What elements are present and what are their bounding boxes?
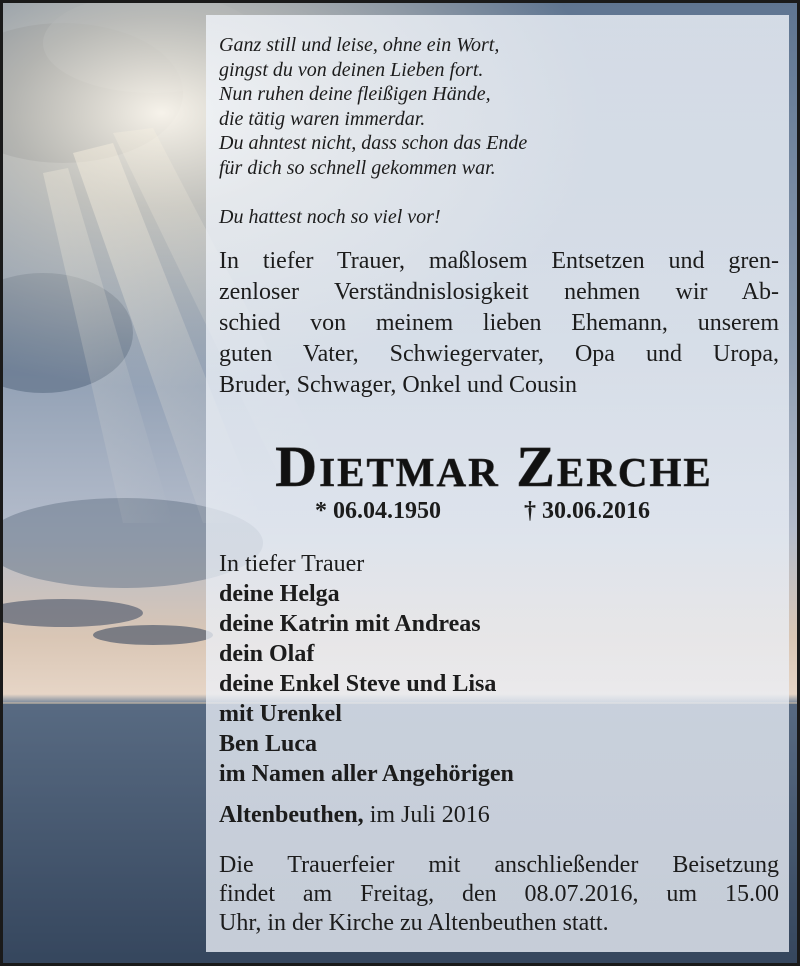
mourner-name: deine Enkel Steve und Lisa: [219, 671, 497, 697]
intro-line: Bruder, Schwager, Onkel und Cousin: [219, 372, 578, 398]
mourners-heading: In tiefer Trauer: [219, 551, 365, 577]
death-date: † 30.06.2016: [524, 498, 650, 524]
intro-line: zenloser Verständnislosigkeit nehmen wir Ab-: [219, 279, 779, 305]
mourner-name: Ben Luca: [219, 731, 318, 757]
poem-line: Ganz still und leise, ohne ein Wort,: [219, 34, 500, 56]
intro-paragraph: [219, 246, 779, 401]
funeral-notice: [219, 851, 779, 938]
place-and-date: [219, 802, 779, 829]
place-town: Altenbeuthen,: [219, 802, 364, 828]
mourner-name: im Namen aller Angehörigen: [219, 761, 514, 787]
poem-line: Nun ruhen deine fleißigen Hände,: [219, 83, 491, 105]
poem: [219, 33, 779, 180]
poem-line: die tätig waren immerdar.: [219, 107, 426, 130]
intro-line: guten Vater, Schwiegervater, Opa und Uropa,: [219, 341, 779, 367]
mourner-name: deine Helga: [219, 581, 340, 607]
mourner-name: mit Urenkel: [219, 701, 342, 727]
funeral-line: Uhr, in der Kirche zu Altenbeuthen statt.: [219, 910, 609, 936]
intro-line: schied von meinem lieben Ehemann, unserem: [219, 310, 779, 336]
intro-line: In tiefer Trauer, maßlosem Entsetzen und gren-: [219, 248, 779, 274]
mourners-list: [219, 549, 779, 789]
place-date: im Juli 2016: [363, 802, 490, 828]
poem-closing-line: Du hattest noch so viel vor!: [219, 206, 441, 228]
mourner-name: deine Katrin mit Andreas: [219, 611, 481, 637]
poem-line: Du ahntest nicht, dass schon das Ende: [219, 132, 528, 154]
funeral-line: Die Trauerfeier mit anschließender Beisetzung: [219, 852, 779, 878]
poem-line: gingst du von deinen Lieben fort.: [219, 58, 484, 81]
birth-date: * 06.04.1950: [315, 498, 441, 524]
funeral-line: findet am Freitag, den 08.07.2016, um 15.00: [219, 881, 779, 907]
mourner-name: dein Olaf: [219, 641, 315, 667]
poem-line: für dich so schnell gekommen war.: [219, 156, 496, 179]
deceased-name: Dietmar Zerche: [275, 434, 713, 499]
